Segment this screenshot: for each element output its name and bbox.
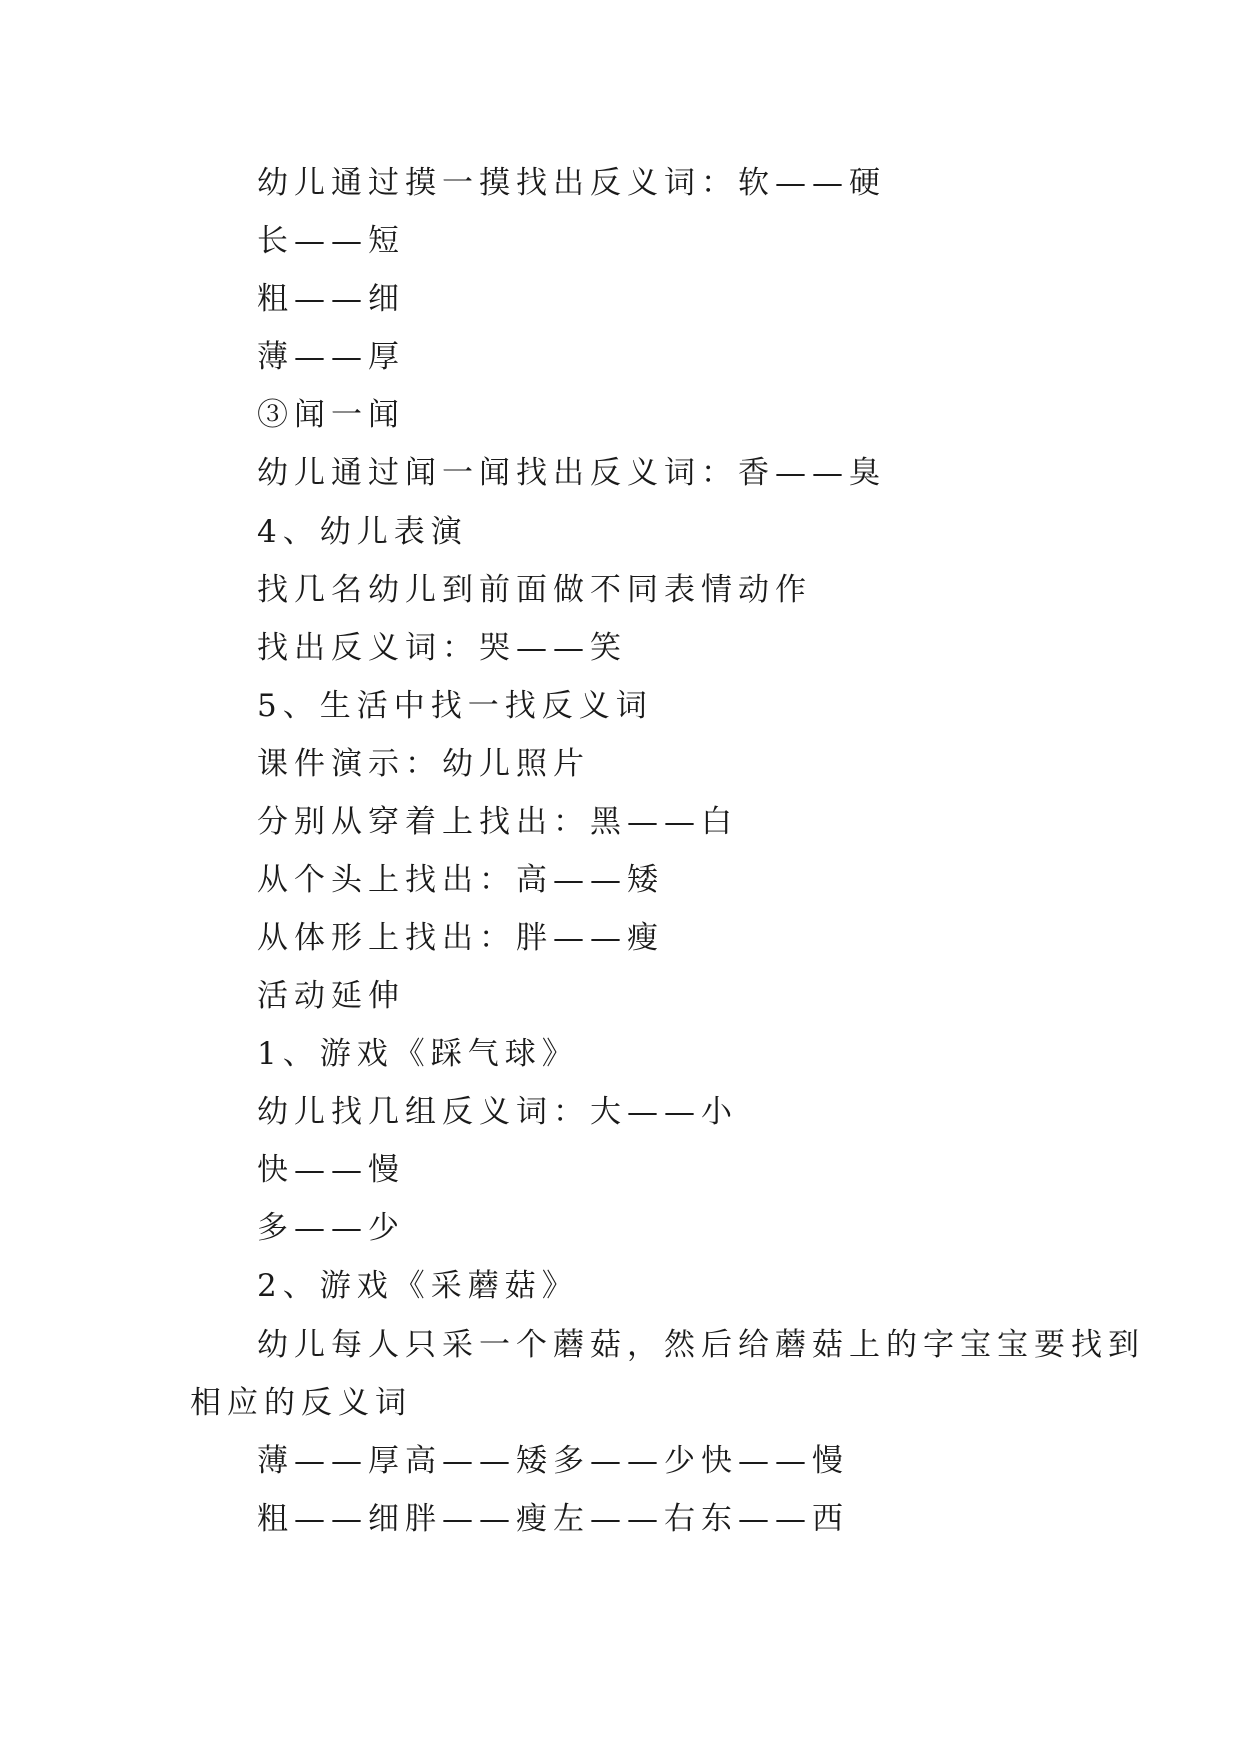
text-line: 从个头上找出：高——矮 xyxy=(257,862,664,898)
text-line: 薄——厚 xyxy=(257,339,405,375)
text-line: 找出反义词：哭——笑 xyxy=(257,630,627,666)
text-line: 找几名幼儿到前面做不同表情动作 xyxy=(257,572,812,608)
text-line: 幼儿找几组反义词：大——小 xyxy=(257,1094,738,1130)
text-line: 2、游戏《采蘑菇》 xyxy=(257,1268,579,1304)
text-line: 幼儿通过摸一摸找出反义词：软——硬 xyxy=(257,165,886,201)
text-line: 幼儿每人只采一个蘑菇，然后给蘑菇上的字宝宝要找到 xyxy=(257,1327,1145,1363)
text-line: 多——少 xyxy=(257,1210,405,1246)
text-line: 1、游戏《踩气球》 xyxy=(257,1036,579,1072)
text-line: 薄——厚高——矮多——少快——慢 xyxy=(257,1443,849,1479)
text-line: 快——慢 xyxy=(257,1152,405,1188)
text-line: 粗——细 xyxy=(257,281,405,317)
text-line: 从体形上找出：胖——瘦 xyxy=(257,920,664,956)
text-line: 活动延伸 xyxy=(257,978,405,1014)
text-line: 幼儿通过闻一闻找出反义词：香——臭 xyxy=(257,455,886,491)
text-line: 粗——细胖——瘦左——右东——西 xyxy=(257,1501,849,1537)
text-line: 5、生活中找一找反义词 xyxy=(257,688,653,724)
text-line: ③闻一闻 xyxy=(257,397,405,433)
text-line: 课件演示：幼儿照片 xyxy=(257,746,590,782)
text-line: 相应的反义词 xyxy=(190,1385,412,1421)
text-line: 分别从穿着上找出：黑——白 xyxy=(257,804,738,840)
text-line: 4、幼儿表演 xyxy=(257,514,468,550)
text-line: 长——短 xyxy=(257,223,405,259)
